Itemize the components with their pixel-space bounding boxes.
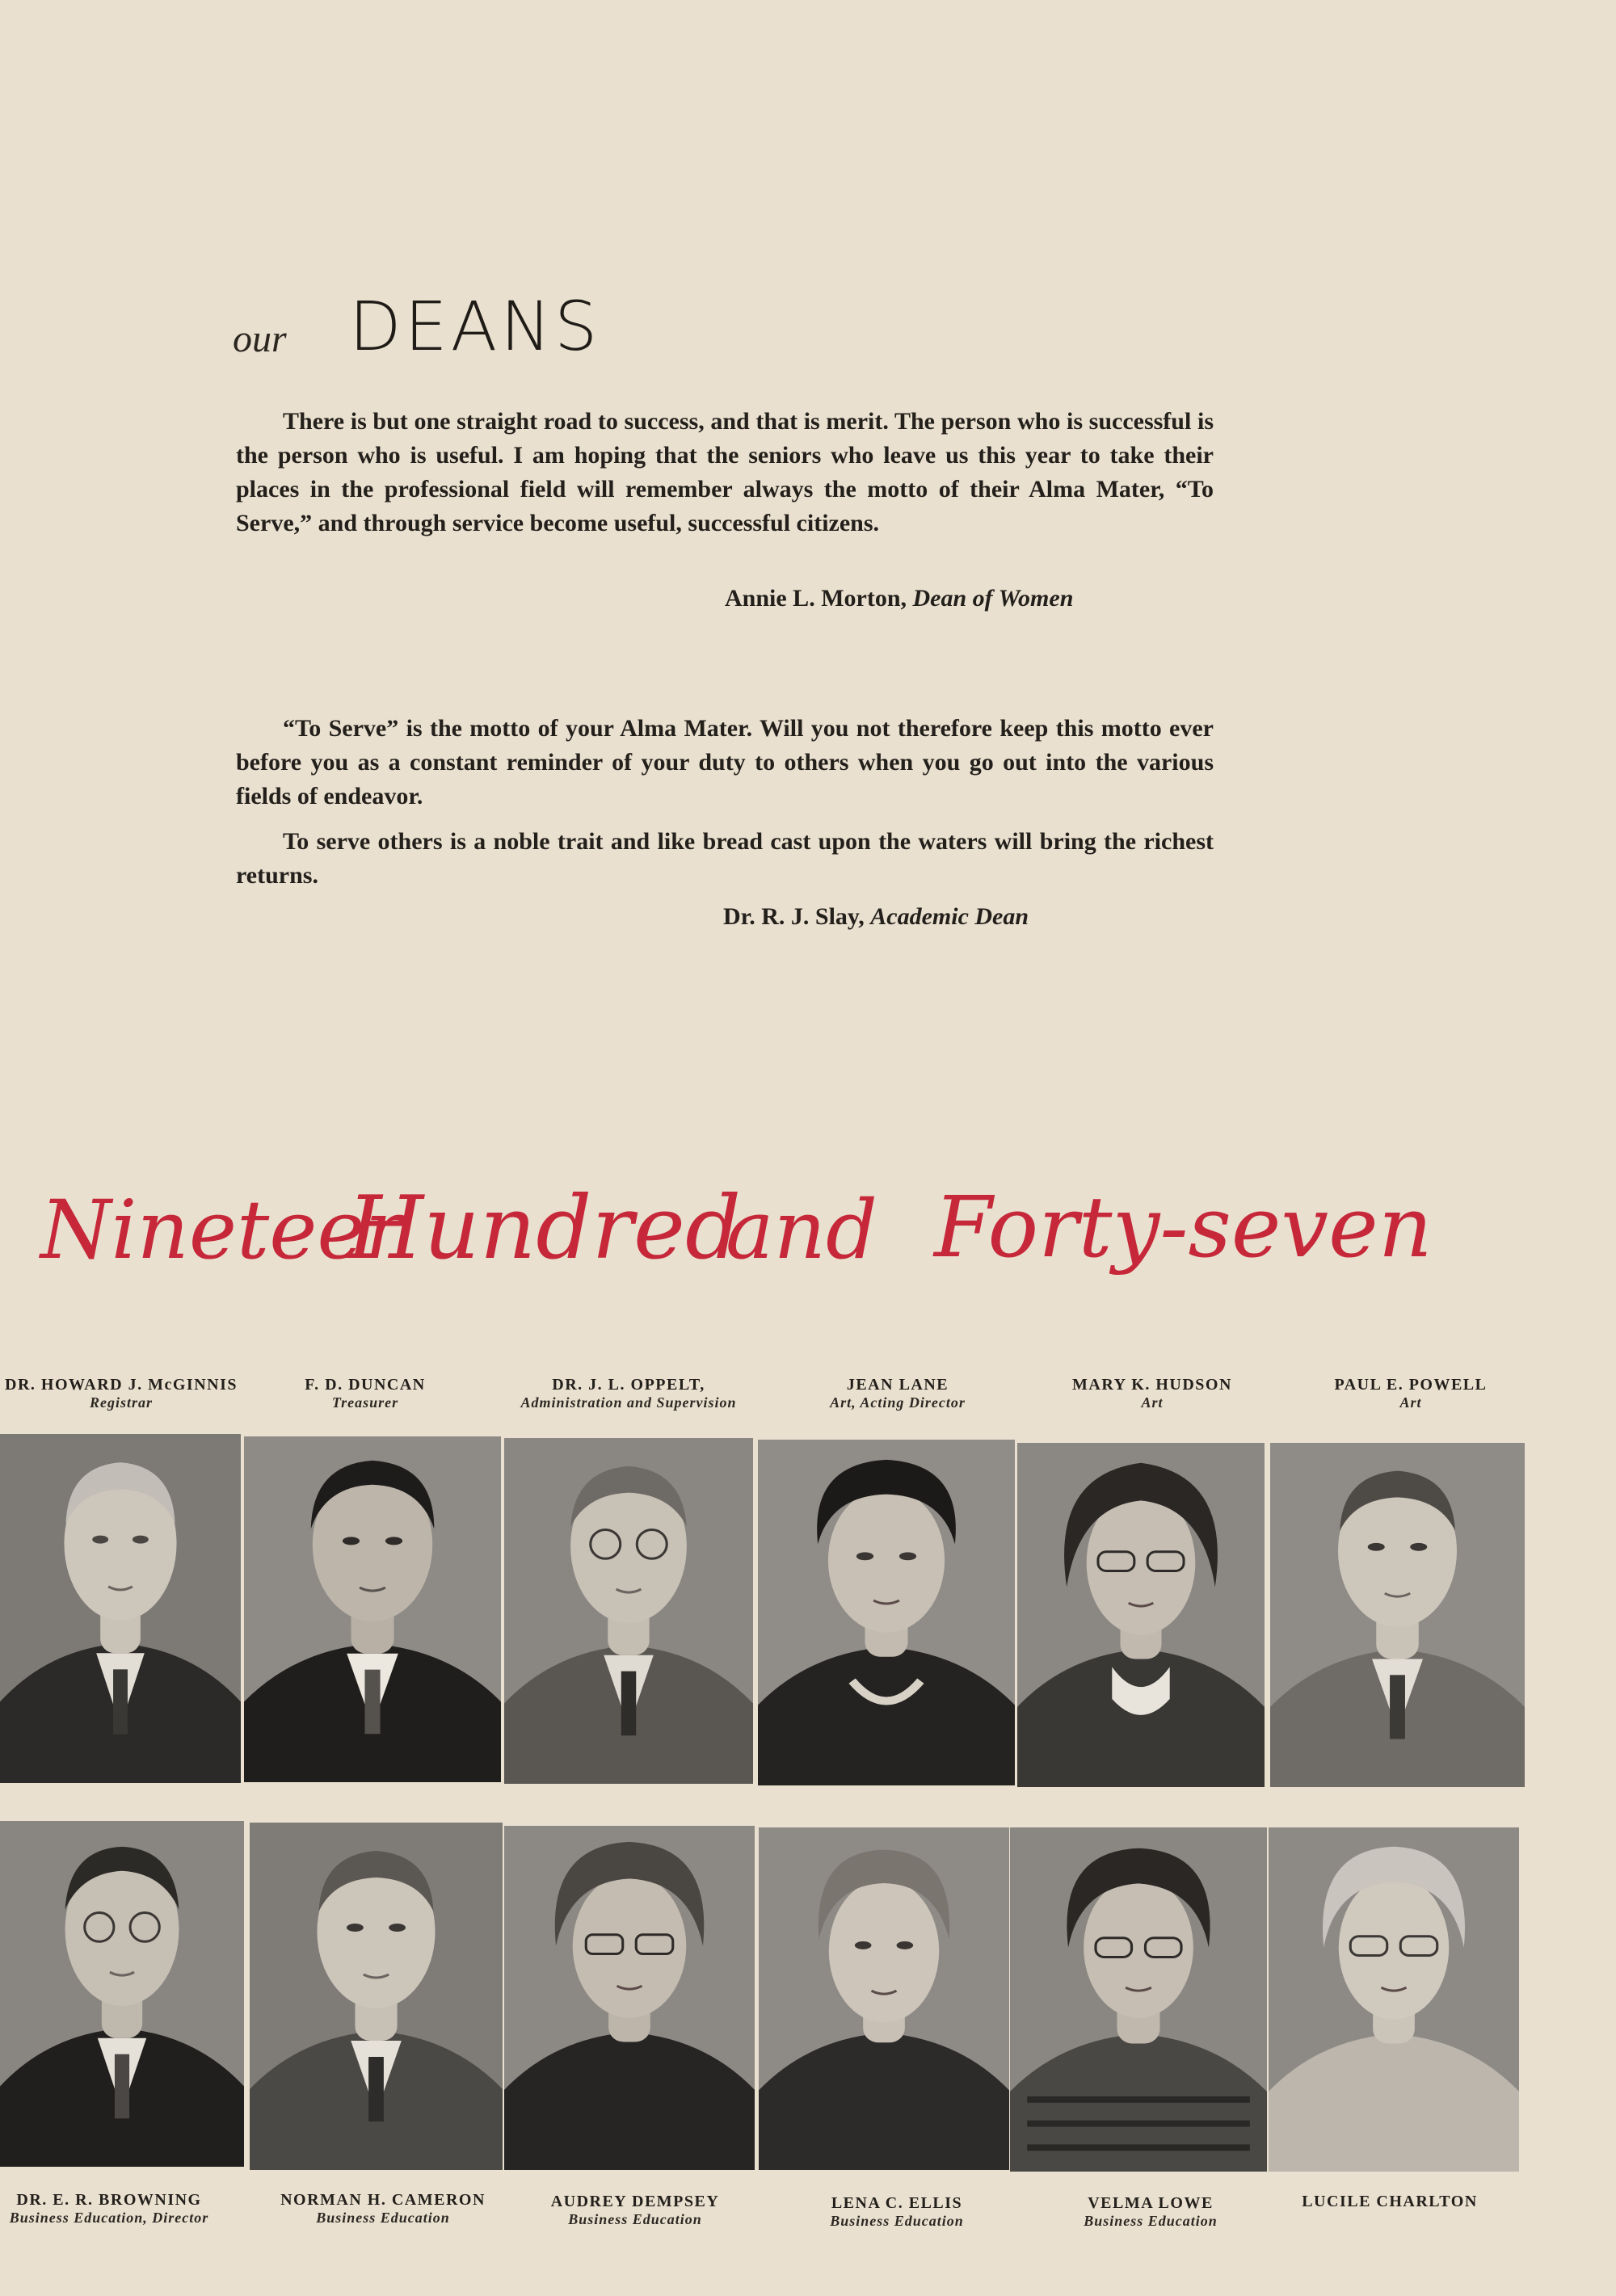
quote-text: To serve others is a noble trait and like bread cast upon the waters will bring the richest returns. [236, 828, 1214, 889]
portrait-photo [0, 1821, 244, 2167]
portrait-photo [504, 1438, 753, 1784]
portrait-photo [758, 1440, 1015, 1785]
banner-word: and [726, 1183, 878, 1277]
faculty-title: Business Education [830, 2213, 964, 2229]
faculty-name: MARY K. HUDSON [1072, 1376, 1232, 1394]
caption [772, 1376, 1023, 1411]
faculty-title: Business Education [316, 2210, 450, 2226]
signature-academic-dean [723, 903, 1029, 931]
faculty-name: PAUL E. POWELL [1334, 1376, 1488, 1394]
caption [510, 2193, 760, 2228]
banner-word: Forty-seven [934, 1178, 1433, 1276]
faculty-name: DR. HOWARD J. McGINNIS [5, 1376, 238, 1394]
portrait-photo [1270, 1443, 1525, 1787]
faculty-title: Treasurer [331, 1394, 399, 1411]
faculty-name: DR. E. R. BROWNING [16, 2191, 202, 2209]
portrait-photo [244, 1436, 501, 1782]
caption [0, 1376, 246, 1411]
portrait-image [1269, 1827, 1519, 2172]
caption [772, 2194, 1022, 2230]
portrait-image [0, 1821, 244, 2167]
caption [258, 2191, 508, 2227]
portrait-image [504, 1438, 753, 1784]
portrait-photo [0, 1434, 241, 1783]
caption [240, 1376, 490, 1411]
caption [503, 1376, 754, 1411]
year-banner [40, 1171, 1433, 1309]
portrait-photo [250, 1823, 503, 2170]
quote-text: “To Serve” is the motto of your Alma Mater. Will you not therefore keep this motto ever before you as a constant reminder of your duty to others when you go out into the various fields of endeavor. [236, 715, 1214, 809]
faculty-title: Business Education [1084, 2213, 1218, 2229]
faculty-title: Art, Acting Director [830, 1394, 966, 1411]
portrait-image [1017, 1443, 1265, 1787]
faculty-name: DR. J. L. OPPELT, [552, 1376, 705, 1394]
faculty-title: Art [1399, 1394, 1422, 1411]
faculty-name: NORMAN H. CAMERON [280, 2191, 486, 2209]
signature-dean-of-women [725, 585, 1073, 612]
portrait-image [1270, 1443, 1525, 1787]
caption [1265, 2193, 1515, 2211]
faculty-title: Business Education [568, 2211, 702, 2227]
faculty-title: Art [1141, 1394, 1164, 1411]
caption [1027, 1376, 1277, 1411]
portrait-photo [759, 1827, 1009, 2170]
quote-text: There is but one straight road to success, and that is merit. The person who is successful is the person who is useful. I am hoping that the seniors who leave us this year to take their places in the professional field will remember always the motto of their Alma Mater, “To Serve,” and through service become useful, successful citizens. [236, 408, 1214, 536]
portrait-image [504, 1826, 755, 2170]
signature-name: Annie L. Morton, [725, 585, 907, 612]
faculty-title: Business Education, Director [9, 2210, 209, 2226]
caption [0, 2191, 234, 2227]
faculty-name: F. D. DUNCAN [305, 1376, 426, 1394]
portrait-image [244, 1436, 501, 1782]
portrait-image [0, 1434, 241, 1783]
caption [1025, 2194, 1276, 2230]
portrait-photo [1010, 1827, 1267, 2172]
faculty-name: AUDREY DEMPSEY [550, 2193, 720, 2210]
heading-deans: DEANS [349, 287, 601, 366]
portrait-photo [1017, 1443, 1265, 1787]
portrait-image [759, 1827, 1009, 2170]
academic-dean-message [236, 712, 1214, 893]
heading-our: our [233, 317, 287, 360]
portrait-image [758, 1440, 1015, 1785]
caption [1286, 1376, 1536, 1411]
faculty-name: JEAN LANE [846, 1376, 949, 1394]
banner-word: Nineteen [40, 1183, 418, 1277]
faculty-name: VELMA LOWE [1088, 2194, 1214, 2212]
banner-word: Hundred [347, 1178, 742, 1279]
signature-role: Dean of Women [912, 585, 1074, 612]
dean-of-women-message [236, 405, 1214, 540]
portrait-image [250, 1823, 503, 2170]
faculty-title: Administration and Supervision [520, 1394, 737, 1411]
signature-role: Academic Dean [870, 903, 1029, 930]
faculty-title: Registrar [89, 1394, 153, 1411]
faculty-name: LUCILE CHARLTON [1302, 2193, 1478, 2210]
signature-name: Dr. R. J. Slay, [723, 903, 865, 930]
portrait-image [1010, 1827, 1267, 2172]
faculty-name: LENA C. ELLIS [831, 2194, 963, 2212]
portrait-photo [504, 1826, 755, 2170]
portrait-photo [1269, 1827, 1519, 2172]
